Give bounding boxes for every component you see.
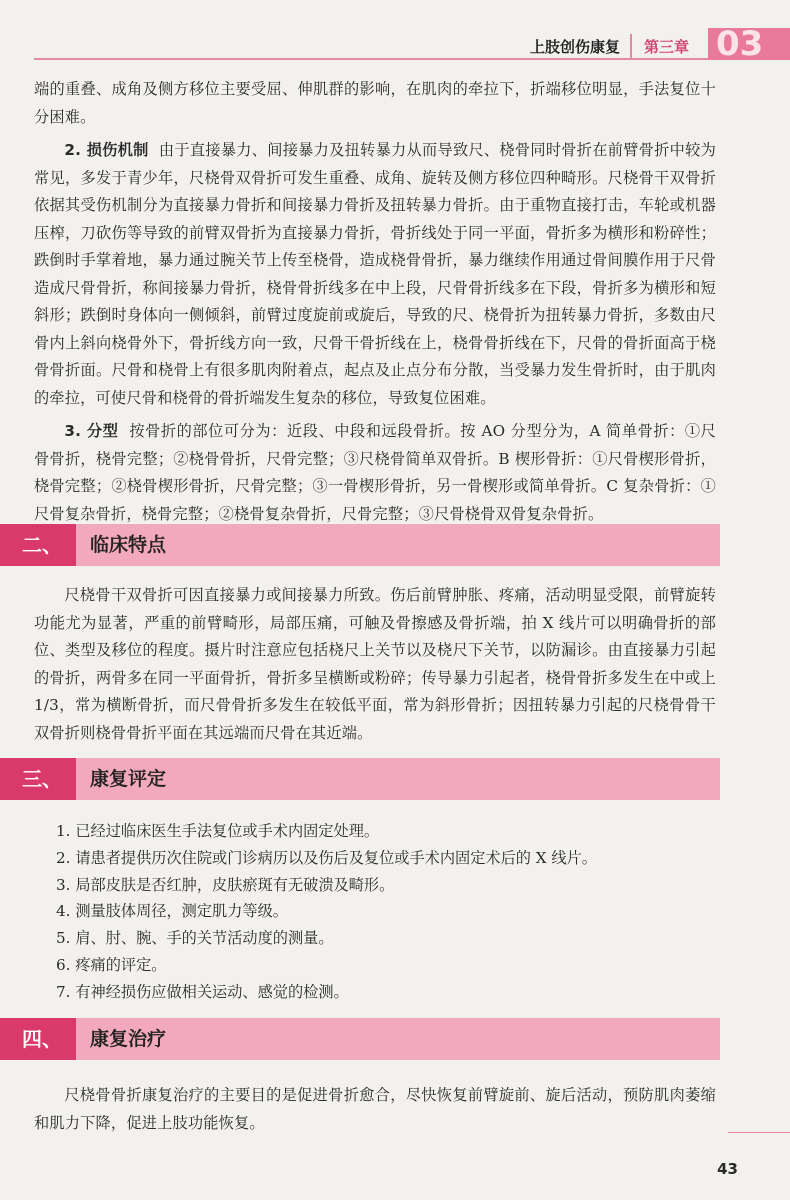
list-item: 4. 测量肢体周径，测定肌力等级。 xyxy=(56,902,288,921)
section-assessment-number: 三、 xyxy=(0,758,76,800)
header-chapter-number: 03 xyxy=(708,28,790,60)
header-separator xyxy=(630,34,632,58)
list-item: 1. 已经过临床医生手法复位或手术内固定处理。 xyxy=(56,822,380,840)
header-rule xyxy=(34,58,790,60)
page-header xyxy=(0,0,790,62)
classification-text: 按骨折的部位可分为：近段、中段和远段骨折。按 AO 分型分为，A 简单骨折：①尺骨骨折，桡骨完整；②桡骨骨折，尺骨完整；③尺桡骨简单双骨折。B 楔形骨折：①尺骨楔形骨折，桡骨完整；②桡骨楔形骨折，尺骨完整；③一骨楔形骨折，另一骨楔形或简单骨折。C 复杂骨折：①尺骨复杂骨折，桡骨完整；②桡骨复杂骨折，尺骨完整；③尺骨桡骨双骨复杂骨折。 xyxy=(34,422,717,523)
classification-heading: 3. 分型 xyxy=(64,422,119,440)
clinical-paragraph: 尺桡骨干双骨折可因直接暴力或间接暴力所致。伤后前臂肿胀、疼痛，活动明显受限，前臂旋转功能尤为显著，严重的前臂畸形，局部压痛，可触及骨擦感及骨折端，拍 X 线片可以明确骨折的部位、类型及移位的程度。摄片时注意应包括桡尺上关节以及桡尺下关节，以防漏诊。由直接暴力引起的骨折，两骨多在同一平面骨折，骨折多呈横断或粉碎；传导暴力引起者，桡骨骨折多发生在中或上1/3，常为横断骨折，而尺骨骨折多发生在较低平面，常为斜形骨折；因扭转暴力引起的尺桡骨骨干双骨折则桡骨骨折平面在其远端而尺骨在其近端。 xyxy=(34,586,716,742)
header-book-title: 上肢创伤康复 xyxy=(529,38,620,56)
section-assessment-bar xyxy=(0,758,720,800)
section-treatment-title: 康复治疗 xyxy=(90,1028,167,1050)
page-number: 43 xyxy=(717,1160,738,1178)
footer-rule xyxy=(728,1132,790,1133)
section-treatment-number: 四、 xyxy=(0,1018,76,1060)
clinical-content xyxy=(34,582,716,747)
section-clinical-bar xyxy=(0,524,720,566)
list-item: 6. 疼痛的评定。 xyxy=(56,955,167,974)
intro-paragraph: 端的重叠、成角及侧方移位主要受屈、伸肌群的影响，在肌肉的牵拉下，折端移位明显，手法复位十分困难。 xyxy=(34,80,716,126)
section-treatment-bar xyxy=(0,1018,720,1060)
classification-paragraph xyxy=(34,418,716,528)
list-item: 5. 肩、肘、腕、手的关节活动度的测量。 xyxy=(56,929,334,948)
section-clinical-title: 临床特点 xyxy=(90,534,167,556)
list-item: 2. 请患者提供历次住院或门诊病历以及伤后及复位或手术内固定术后的 X 线片。 xyxy=(56,848,597,867)
mechanism-heading: 2. 损伤机制 xyxy=(64,141,149,159)
assessment-list xyxy=(56,818,696,1006)
treatment-content xyxy=(34,1082,716,1137)
treatment-paragraph: 尺桡骨骨折康复治疗的主要目的是促进骨折愈合，尽快恢复前臂旋前、旋后活动，预防肌肉萎缩和肌力下降，促进上肢功能恢复。 xyxy=(34,1086,716,1132)
section-clinical-number: 二、 xyxy=(0,524,76,566)
header-chapter: 第三章 xyxy=(644,38,690,56)
mechanism-paragraph xyxy=(34,137,716,412)
list-item: 3. 局部皮肤是否红肿，皮肤瘀斑有无破溃及畸形。 xyxy=(56,875,395,894)
section-assessment-title: 康复评定 xyxy=(90,768,167,790)
mechanism-text: 由于直接暴力、间接暴力及扭转暴力从而导致尺、桡骨同时骨折在前臂骨折中较为常见，多发于青少年，尺桡骨双骨折可发生重叠、成角、旋转及侧方移位四种畸形。尺桡骨干双骨折依据其受伤机制分为直接暴力骨折和间接暴力骨折及扭转暴力骨折。由于重物直接打击，车轮或机器压榨，刀砍伤等导致的前臂双骨折为直接暴力骨折，骨折线处于同一平面，骨折多为横形和粉碎性；跌倒时手掌着地，暴力通过腕关节上传至桡骨，造成桡骨骨折，暴力继续作用通过骨间膜作用于尺骨造成尺骨骨折，称间接暴力骨折，桡骨骨折线多在中上段，尺骨骨折线多在下段，骨折多为横形和短斜形；跌倒时身体向一侧倾斜，前臂过度旋前或旋后，导致的尺、桡骨折为扭转暴力骨折，多数由尺骨内上斜向桡骨外下，骨折线方向一致，尺骨干骨折线在上，桡骨骨折线在下，尺骨的骨折面高于桡骨骨折面。尺骨和桡骨上有很多肌肉附着点，起点及止点分布分散，当受暴力发生骨折时，由于肌肉的牵拉，可使尺骨和桡骨的骨折端发生复杂的移位，导致复位困难。 xyxy=(34,141,717,407)
list-item: 7. 有神经损伤应做相关运动、感觉的检测。 xyxy=(56,982,349,1001)
page-content xyxy=(34,76,716,528)
